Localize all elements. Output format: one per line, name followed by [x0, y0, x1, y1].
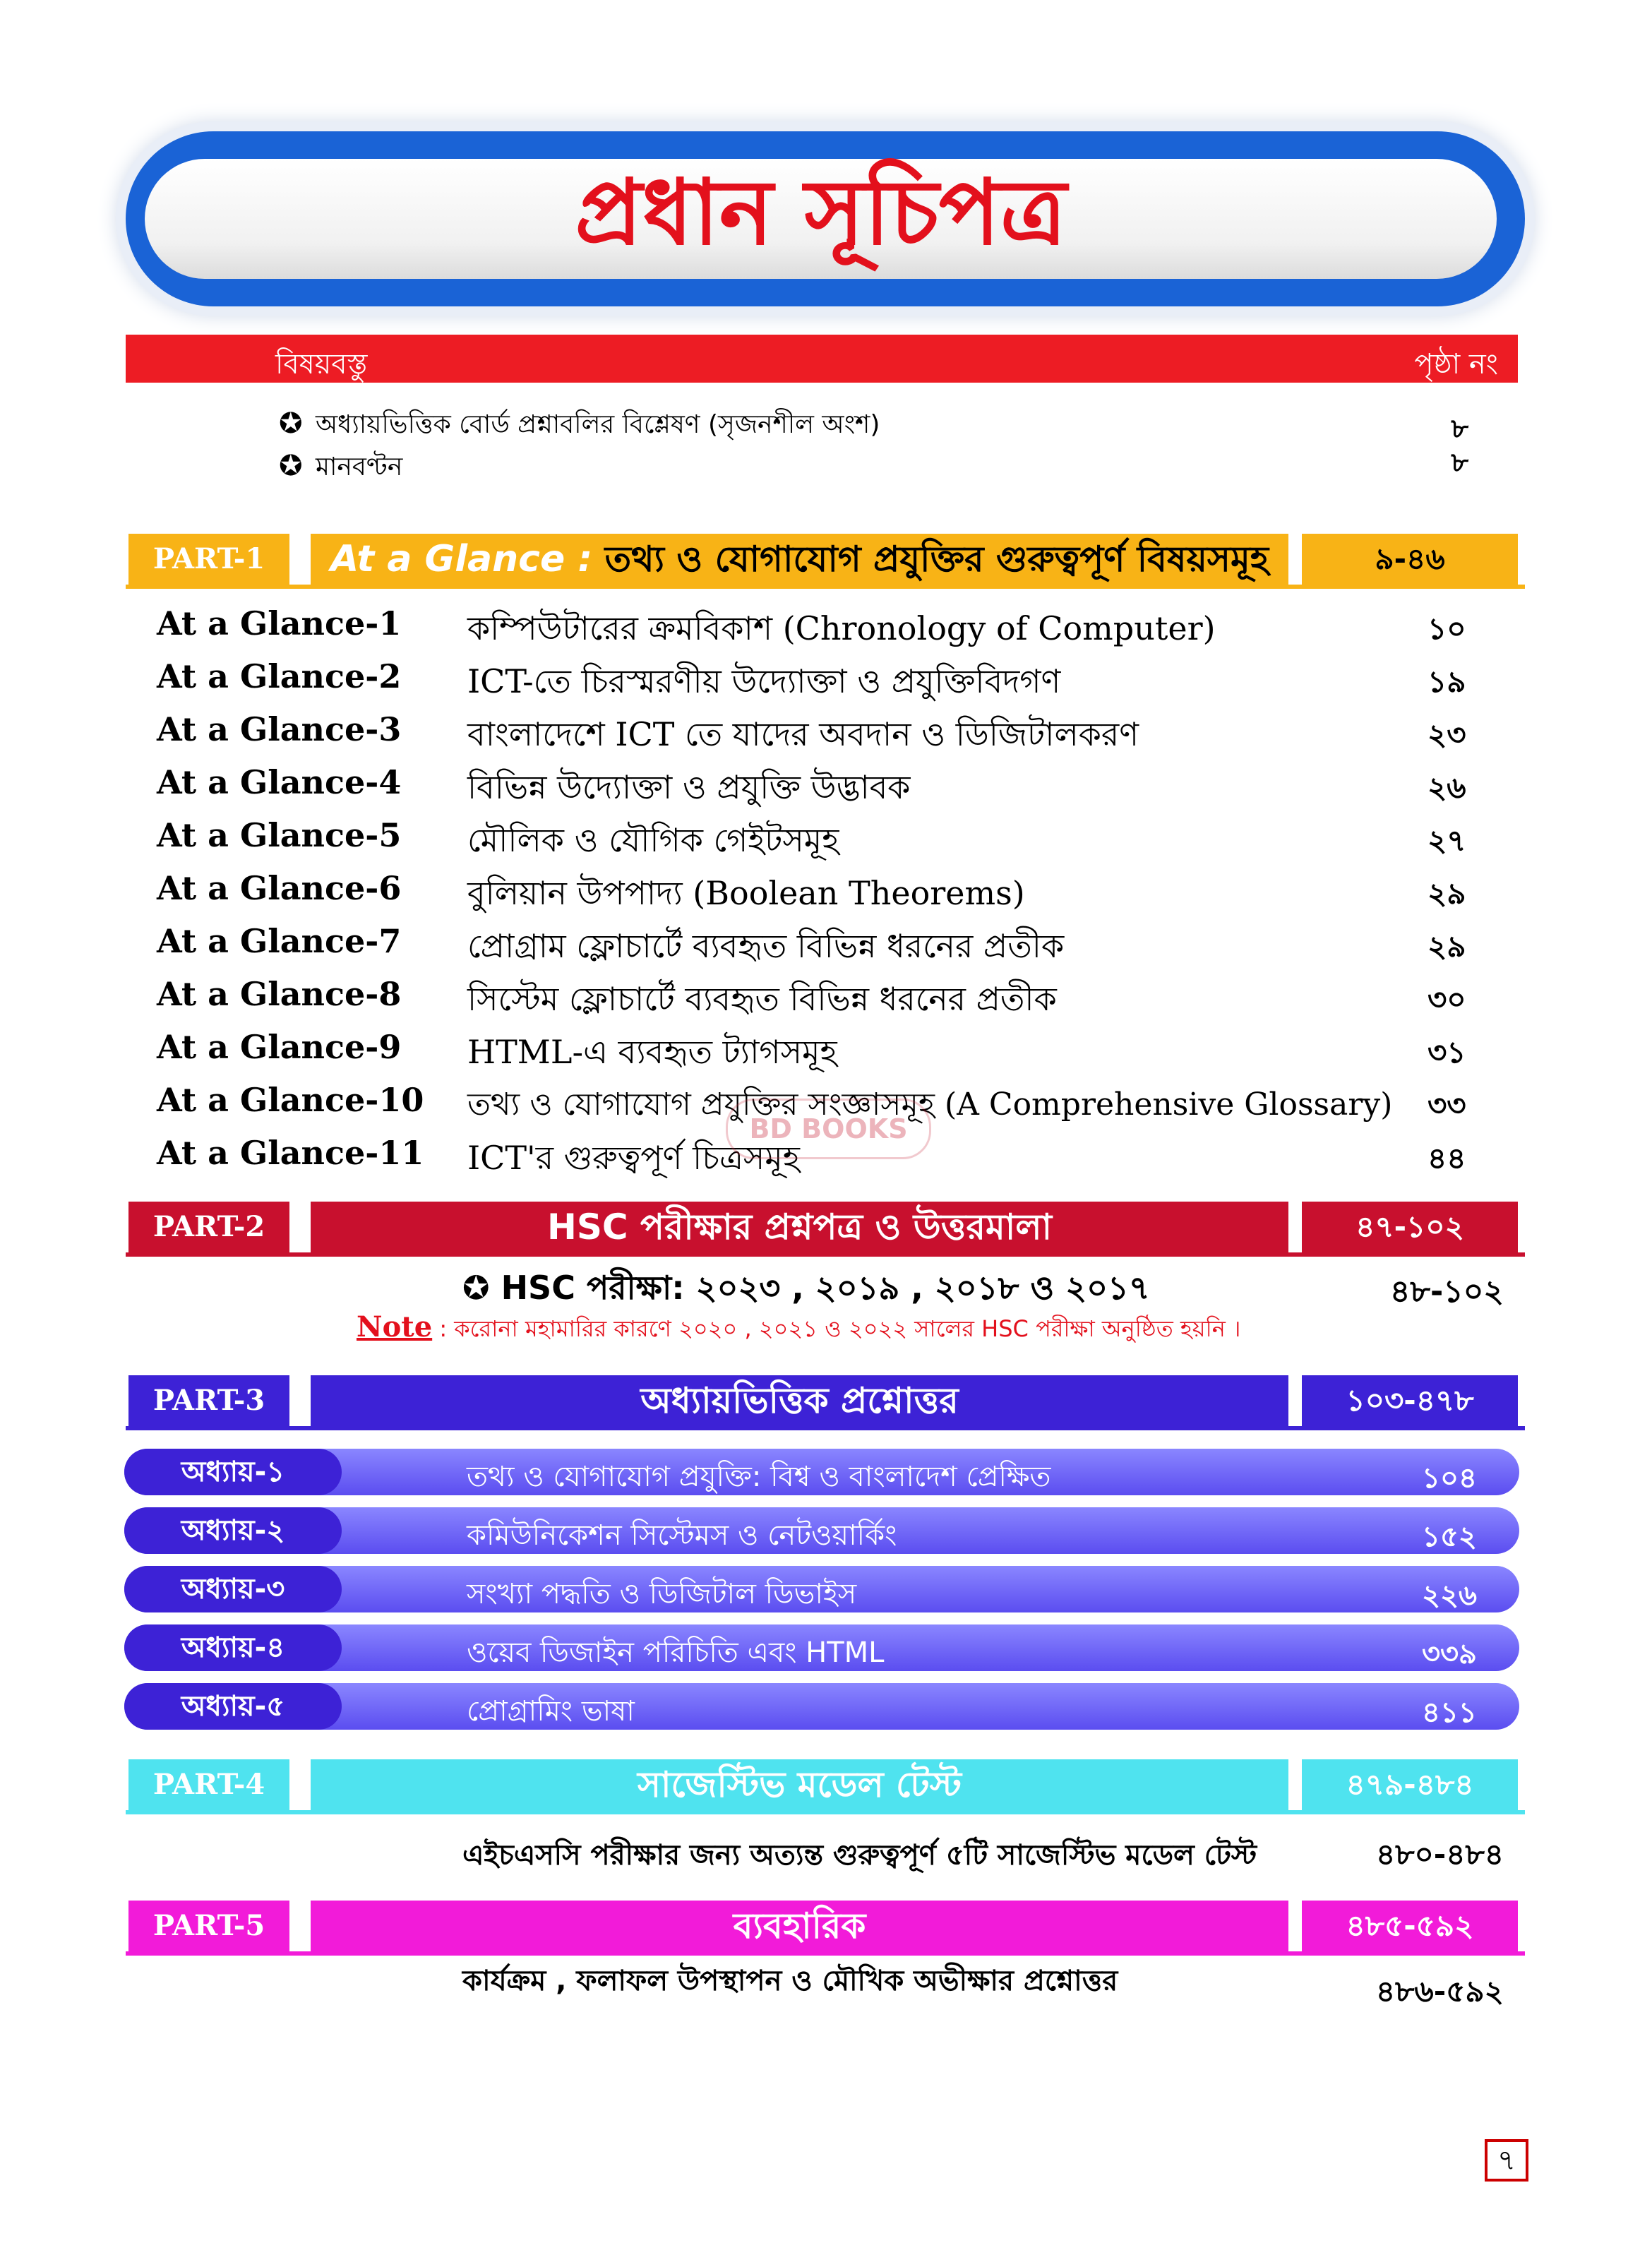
glance-topic: সিস্টেম ফ্লোচার্টে ব্যবহৃত বিভিন্ন ধরনের প্রতীক	[467, 980, 1057, 1018]
glance-row	[157, 916, 1512, 969]
part2-underline	[126, 1252, 1525, 1257]
glance-label: At a Glance-4	[157, 763, 402, 801]
part4-range: ৪৭৯-৪৮৪	[1302, 1759, 1518, 1810]
glance-row	[157, 1022, 1512, 1075]
intro-item-page: ৮	[1451, 413, 1468, 444]
chapter-label: অধ্যায়-২	[124, 1507, 342, 1554]
part2-label: PART-2	[128, 1202, 289, 1252]
part4-item-page: ৪৮০-৪৮৪	[1375, 1837, 1504, 1872]
part3-label: PART-3	[128, 1375, 289, 1426]
watermark: BD BOOKS	[726, 1099, 931, 1159]
intro-item-text: অধ্যায়ভিত্তিক বোর্ড প্রশ্নাবলির বিশ্লেষণ (সৃজনশীল অংশ)	[316, 410, 880, 439]
part5-item: কার্যক্রম , ফলাফল উপস্থাপন ও মৌখিক অভীক্ষার প্রশ্নোত্তর	[462, 1965, 1118, 1997]
glance-page: ২৬	[1427, 770, 1466, 805]
glance-page: ২৭	[1427, 823, 1466, 858]
part1-underline	[126, 585, 1525, 589]
chapter-label: অধ্যায়-৪	[124, 1624, 342, 1671]
glance-label: At a Glance-1	[157, 604, 402, 642]
glance-topic: ICT'র গুরুত্বপূর্ণ চিত্রসমূহ	[467, 1139, 800, 1177]
part1-label: PART-1	[128, 534, 289, 585]
glance-row	[157, 758, 1512, 810]
glance-row	[157, 810, 1512, 863]
glance-row	[157, 863, 1512, 916]
part3-underline	[126, 1426, 1525, 1430]
chapter-label: অধ্যায়-৫	[124, 1683, 342, 1730]
part3-title: অধ্যায়ভিত্তিক প্রশ্নোত্তর	[311, 1375, 1288, 1426]
chapter-row	[124, 1449, 1519, 1495]
intro-item-text: মানবণ্টন	[316, 453, 403, 481]
part4-label: PART-4	[128, 1759, 289, 1810]
intro-item	[279, 407, 880, 441]
star-icon: ✪	[462, 1269, 490, 1307]
part5-range: ৪৮৫-৫৯২	[1302, 1901, 1518, 1951]
chapter-topic: সংখ্যা পদ্ধতি ও ডিজিটাল ডিভাইস	[467, 1578, 857, 1610]
part5-underline	[126, 1951, 1525, 1956]
part2-note	[357, 1310, 1240, 1349]
glance-page: ১০	[1427, 611, 1466, 646]
glance-row	[157, 969, 1512, 1022]
glance-page: ২৩	[1427, 717, 1466, 752]
part5-label: PART-5	[128, 1901, 289, 1951]
glance-topic: মৌলিক ও যৌগিক গেইটসমূহ	[467, 821, 839, 859]
glance-page: ২৯	[1427, 929, 1466, 964]
glance-label: At a Glance-2	[157, 657, 402, 695]
glance-topic: HTML-এ ব্যবহৃত ট্যাগসমূহ	[467, 1033, 837, 1071]
chapter-row	[124, 1507, 1519, 1554]
part4-title: সাজেস্টিভ মডেল টেস্ট	[311, 1759, 1288, 1810]
glance-topic: বাংলাদেশে ICT তে যাদের অবদান ও ডিজিটালকরণ	[467, 715, 1139, 753]
glance-topic: কম্পিউটারের ক্রমবিকাশ (Chronology of Computer)	[467, 609, 1216, 647]
glance-topic: বিভিন্ন উদ্যোক্তা ও প্রযুক্তি উদ্ভাবক	[467, 768, 911, 806]
chapter-page: ৪১১	[1422, 1696, 1477, 1729]
part3-range: ১০৩-৪৭৮	[1302, 1375, 1518, 1426]
chapter-topic: প্রোগ্রামিং ভাষা	[467, 1695, 635, 1728]
glance-row	[157, 705, 1512, 758]
page-number: ৭	[1485, 2139, 1528, 2182]
glance-label: At a Glance-9	[157, 1028, 402, 1066]
chapter-label: অধ্যায়-৩	[124, 1566, 342, 1612]
chapter-page: ৩৩৯	[1422, 1638, 1477, 1670]
header-page-label: পৃষ্ঠা নং	[1414, 348, 1498, 381]
glance-topic: প্রোগ্রাম ফ্লোচার্টে ব্যবহৃত বিভিন্ন ধরনের প্রতীক	[467, 927, 1065, 965]
glance-page: ৩৩	[1427, 1088, 1466, 1123]
glance-row	[157, 652, 1512, 705]
part2-item-text: HSC পরীক্ষা: ২০২৩ , ২০১৯ , ২০১৮ ও ২০১৭	[501, 1269, 1150, 1307]
part4-underline	[126, 1810, 1525, 1814]
glance-label: At a Glance-5	[157, 816, 402, 854]
glance-label: At a Glance-7	[157, 922, 402, 960]
part2-item	[462, 1264, 1150, 1317]
chapter-topic: তথ্য ও যোগাযোগ প্রযুক্তি: বিশ্ব ও বাংলাদেশ প্রেক্ষিত	[467, 1461, 1051, 1493]
chapter-row	[124, 1566, 1519, 1612]
part2-item-page: ৪৮-১০২	[1389, 1274, 1504, 1310]
chapter-page: ১৫২	[1422, 1521, 1477, 1553]
part2-range: ৪৭-১০২	[1302, 1202, 1518, 1252]
glance-label: At a Glance-6	[157, 869, 402, 907]
glance-label: At a Glance-10	[157, 1081, 424, 1119]
chapter-label: অধ্যায়-১	[124, 1449, 342, 1495]
intro-item	[279, 449, 402, 483]
glance-page: ৪৪	[1427, 1141, 1466, 1175]
part2-title: HSC পরীক্ষার প্রশ্নপত্র ও উত্তরমালা	[311, 1202, 1288, 1252]
part1-range: ৯-৪৬	[1302, 534, 1518, 585]
part1-title-text: তথ্য ও যোগাযোগ প্রযুক্তির গুরুত্বপূর্ণ বিষয়সমূহ	[604, 539, 1269, 580]
glance-page: ১৯	[1427, 664, 1466, 699]
intro-item-page: ৮	[1451, 447, 1468, 478]
chapter-topic: ওয়েব ডিজাইন পরিচিতি এবং HTML	[467, 1636, 885, 1669]
glance-label: At a Glance-3	[157, 710, 402, 748]
chapter-page: ১০৪	[1422, 1462, 1477, 1495]
glance-topic: বুলিয়ান উপপাদ্য (Boolean Theorems)	[467, 874, 1025, 912]
chapter-row	[124, 1624, 1519, 1671]
glance-topic: ICT-তে চিরস্মরণীয় উদ্যোক্তা ও প্রযুক্তিবিদগণ	[467, 662, 1061, 700]
star-icon: ✪	[279, 407, 303, 440]
chapter-page: ২২৬	[1422, 1579, 1478, 1612]
header-subject-label: বিষয়বস্তু	[275, 348, 368, 381]
glance-page: ৩১	[1427, 1035, 1466, 1070]
part1-title-prefix: At a Glance :	[330, 538, 593, 580]
note-text: : করোনা মহামারির কারণে ২০২০ , ২০২১ ও ২০২২ সালের HSC পরীক্ষা অনুষ্ঠিত হয়নি ।	[439, 1315, 1241, 1342]
star-icon: ✪	[279, 450, 303, 482]
contents-header	[126, 335, 1518, 383]
chapter-row	[124, 1683, 1519, 1730]
part1-title	[311, 534, 1288, 585]
glance-row	[157, 599, 1512, 652]
note-label: Note	[357, 1310, 433, 1344]
part4-item: এইচএসসি পরীক্ষার জন্য অত্যন্ত গুরুত্বপূর্ণ ৫টি সাজেস্টিভ মডেল টেস্ট	[462, 1839, 1257, 1872]
glance-topic: তথ্য ও যোগাযোগ প্রযুক্তির সংজ্ঞাসমূহ (A Comprehensive Glossary)	[467, 1087, 1393, 1123]
glance-page: ২৯	[1427, 876, 1466, 911]
page-title: প্রধান সূচিপত্র	[145, 159, 1497, 279]
glance-label: At a Glance-11	[157, 1134, 424, 1172]
part5-item-page: ৪৮৬-৫৯২	[1375, 1974, 1504, 2009]
chapter-topic: কমিউনিকেশন সিস্টেমস ও নেটওয়ার্কিং	[467, 1519, 897, 1552]
glance-page: ৩০	[1427, 982, 1466, 1017]
part5-title: ব্যবহারিক	[311, 1901, 1288, 1951]
glance-label: At a Glance-8	[157, 975, 402, 1013]
